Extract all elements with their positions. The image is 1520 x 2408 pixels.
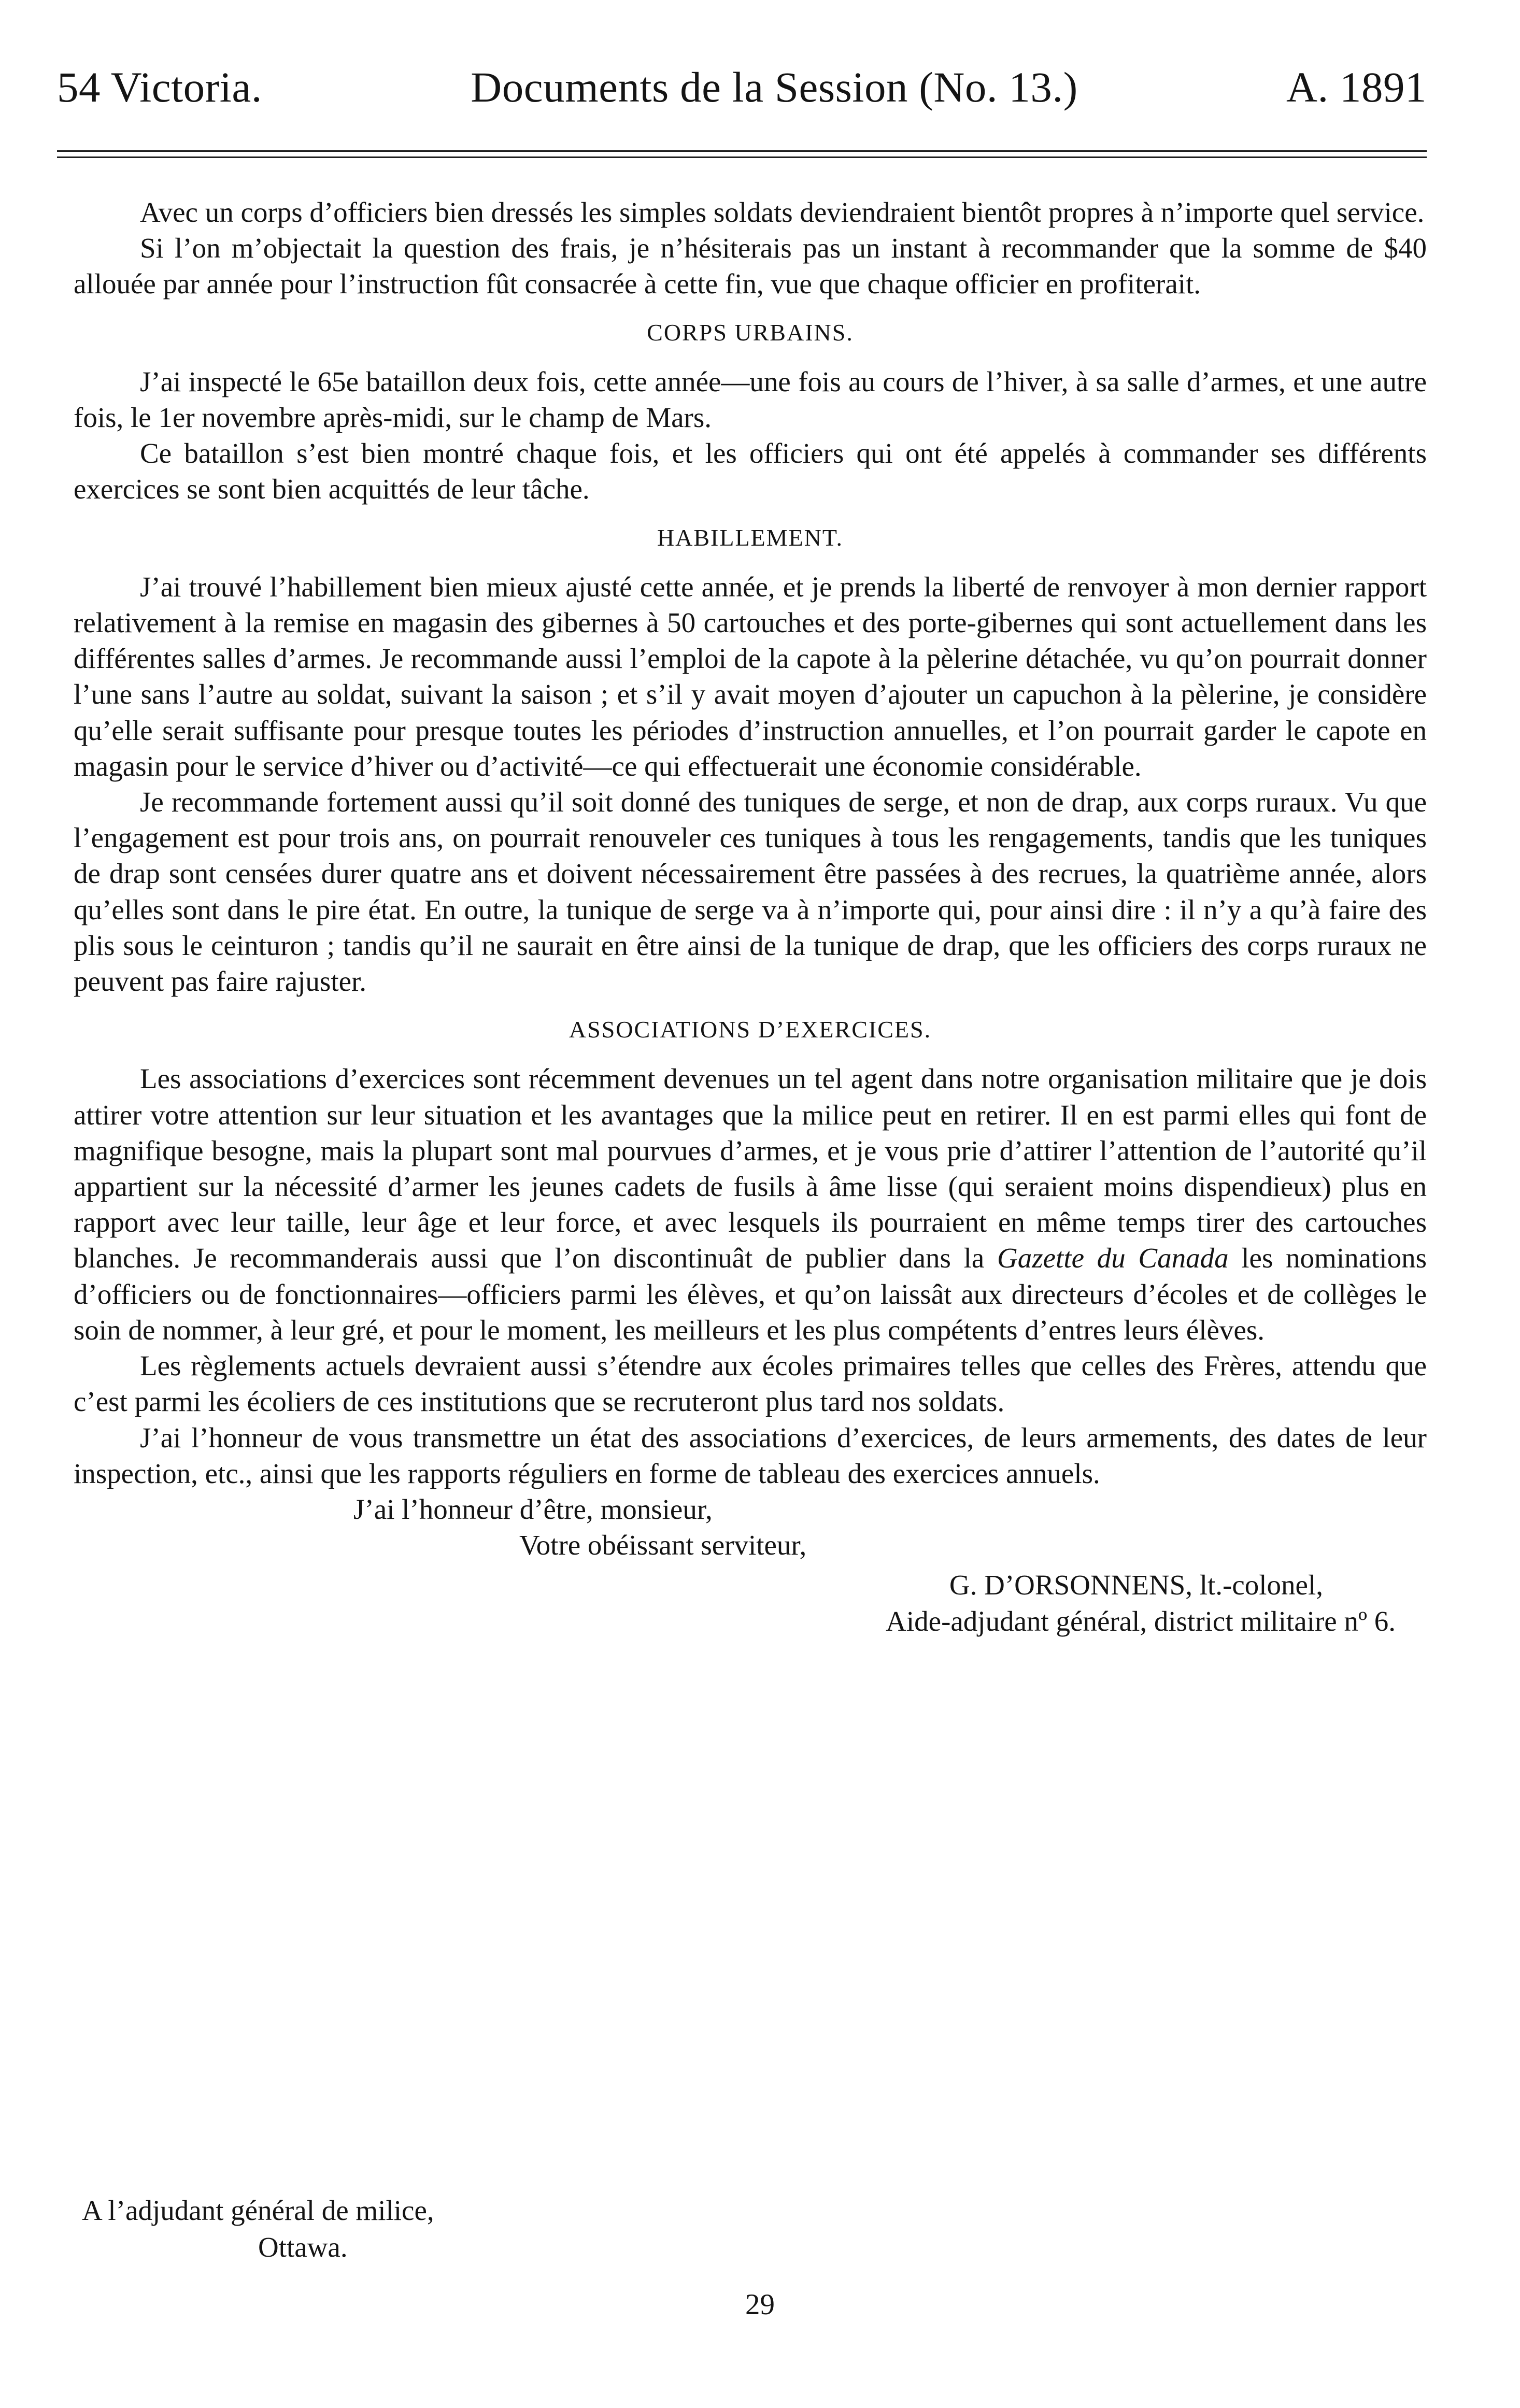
running-header (57, 62, 1427, 112)
associations-paragraph-1-start: Les associations d’exercices sont récemment devenues un tel agent dans notre organisation militaire que je dois attirer votre attention sur leur situation et les avantages que la milice peut en retirer. Il en est parmi elles qui font de magnifique besogne, mais la plupart sont mal pourvues d’armes, et je vous prie d’attirer l’attention de l’autorité qu’il appartient sur la nécessité d’armer les jeunes cadets de fusils à âme lisse (qui seraient moins dispendieux) plus en rapport avec leur taille, leur âge et leur force, et avec lesquels ils pourraient en même temps tirer des cartouches blanches. Je recommanderais aussi que l’on discontinuât de publier dans la (74, 1063, 1427, 1274)
page-number: 29 (745, 2288, 775, 2321)
header-rule-bottom (57, 156, 1427, 158)
corps-urbains-paragraph-1: J’ai inspecté le 65e bataillon deux fois, cette année—une fois au cours de l’hiver, à sa salle d’armes, et une autre fois, le 1er novembre après-midi, sur le champ de Mars. (74, 365, 1427, 434)
section-heading-associations: ASSOCIATIONS D’EXERCICES. (569, 1016, 932, 1043)
associations-paragraph-3: J’ai l’honneur de vous transmettre un état des associations d’exercices, de leurs armements, des dates de leur inspection, etc., ainsi que les rapports réguliers en forme de tableau des exercices annuels. (74, 1421, 1427, 1489)
associations-paragraph-1-end: les nominations d’officiers ou de fonctionnaires—officiers parmi les élèves, et qu’on laissât aux directeurs d’écoles et de collèges le soin de nommer, à leur gré, et pour le moment, les meilleurs et les plus compétents d’entres leurs élèves. (74, 1242, 1427, 1346)
addressee-line-1: A l’adjudant général de milice, (82, 2195, 434, 2226)
corps-urbains-paragraph-2: Ce bataillon s’est bien montré chaque fois, et les officiers qui ont été appelés à commander ses différents exercices se sont bien acquittés de leur tâche. (74, 437, 1427, 505)
closing-line-2: Votre obéissant serviteur, (519, 1529, 807, 1561)
intro-paragraph-2: Si l’on m’objectait la question des frais, je n’hésiterais pas un instant à recommander que la somme de $40 allouée par année pour l’instruction fût consacrée à cette fin, vue que chaque officier en profiterait. (74, 232, 1427, 300)
closing-line-1: J’ai l’honneur d’être, monsieur, (353, 1493, 713, 1525)
signature-name: G. D’ORSONNENS, lt.-colonel, (949, 1569, 1323, 1601)
section-heading-habillement: HABILLEMENT. (657, 524, 844, 551)
header-center: Documents de la Session (No. 13.) (471, 63, 1078, 111)
associations-paragraph-2: Les règlements actuels devraient aussi s’étendre aux écoles primaires telles que celles des Frères, attendu que c’est parmi les écoliers de ces institutions que se recruteront plus tard nos soldats. (74, 1350, 1427, 1418)
header-rule-top (57, 150, 1427, 152)
addressee-line-2: Ottawa. (258, 2231, 348, 2263)
signature-title: Aide-adjudant général, district militaire nº 6. (886, 1605, 1396, 1637)
addressee-block (82, 2192, 434, 2265)
body-text (74, 194, 1427, 1639)
associations-paragraph-1 (74, 1061, 1427, 1348)
habillement-paragraph-2: Je recommande fortement aussi qu’il soit donné des tuniques de serge, et non de drap, aux corps ruraux. Vu que l’engagement est pour trois ans, on pourrait renouveler ces tuniques à tous les rengagements, tandis que les tuniques de drap sont censées durer quatre ans et doivent nécessairement être passées à des recrues, la quatrième année, alors qu’elles sont dans le pire état. En outre, la tunique de serge va à n’importe qui, pour ainsi dire : il n’y a qu’à faire des plis sous le ceinturon ; tandis qu’il ne saurait en être ainsi de la tunique de drap, que les officiers des corps ruraux ne peuvent pas faire rajuster. (74, 786, 1427, 998)
intro-paragraph-1: Avec un corps d’officiers bien dressés les simples soldats deviendraient bientôt propres à n’importe quel service. (140, 196, 1425, 228)
gazette-title: Gazette du Canada (997, 1242, 1229, 1274)
header-left: 54 Victoria. (57, 63, 262, 111)
signature-block (74, 1567, 1427, 1638)
section-heading-corps-urbains: CORPS URBAINS. (647, 319, 854, 346)
habillement-paragraph-1: J’ai trouvé l’habillement bien mieux ajusté cette année, et je prends la liberté de renvoyer à mon dernier rapport relativement à la remise en magasin des gibernes à 50 cartouches et des porte-gibernes qui sont actuellement dans les différentes salles d’armes. Je recommande aussi l’emploi de la capote à la pèlerine détachée, vu qu’on pourrait donner l’une sans l’autre au soldat, suivant la saison ; et s’il y avait moyen d’ajouter un capuchon à la pèlerine, je considère qu’elle serait suffisante pour presque toutes les périodes d’instruction annuelles, et l’on pourrait garder le capote en magasin pour le service d’hiver ou d’activité—ce qui effectuerait une économie considérable. (74, 571, 1427, 782)
closing-block (74, 1491, 1427, 1639)
header-right: A. 1891 (1286, 63, 1427, 111)
